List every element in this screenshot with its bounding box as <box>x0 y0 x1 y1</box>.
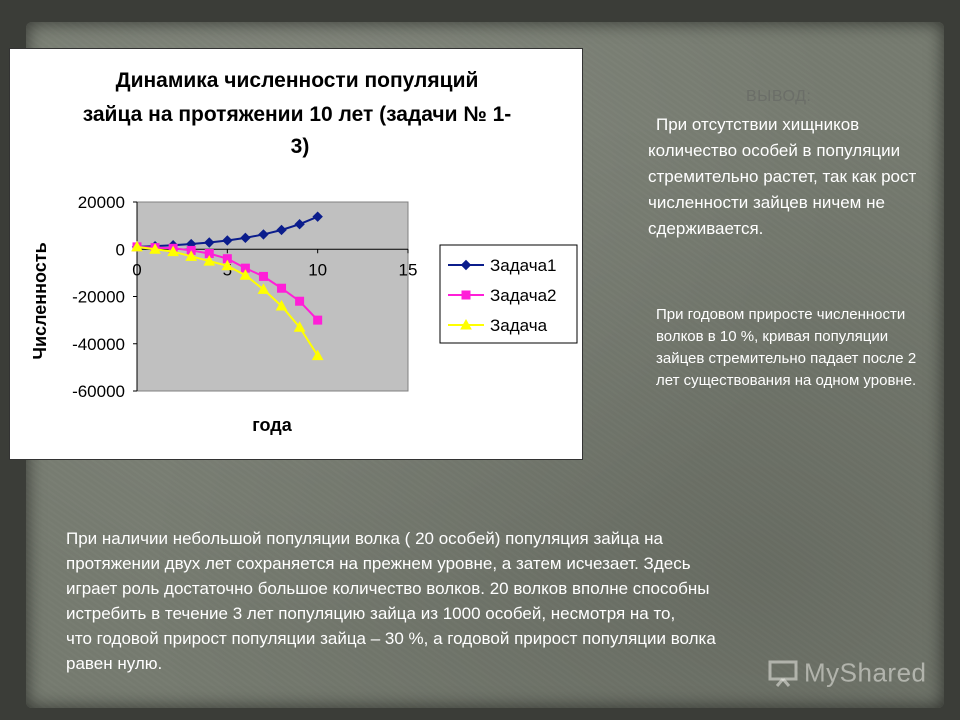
population-chart <box>10 49 582 459</box>
y-axis-title: Численность <box>30 242 50 360</box>
presentation-board-icon <box>768 659 798 687</box>
bottom-line: играет роль достаточно большое количество волков. 20 волков вполне способны <box>66 579 710 598</box>
chart-title-line: 3) <box>290 135 310 158</box>
legend-marker <box>462 291 470 299</box>
y-tick-label: -60000 <box>72 382 125 401</box>
x-tick-label: 0 <box>132 260 142 280</box>
y-tick-label: -20000 <box>72 287 125 307</box>
data-point <box>296 297 304 305</box>
legend-label: Задача <box>490 316 548 335</box>
bottom-line: При наличии небольшой популяции волка ( 20 особей) популяция зайца на <box>66 529 663 548</box>
data-point <box>314 316 322 324</box>
watermark-text: MyShared <box>804 657 927 688</box>
legend-label: Задача1 <box>490 256 557 275</box>
watermark <box>768 656 927 689</box>
conclusion-text: При отсутствии хищников количество особей в популяции стремительно растет, так как рост численности зайцев ничем не сдерживается. <box>648 115 917 238</box>
data-point <box>278 284 286 292</box>
wolves-growth-note: При годовом приросте численности волков в 10 %, кривая популяции зайцев стремительно падает после 2 лет существования на одном уровне. <box>656 306 917 389</box>
conclusion-heading: ВЫВОД: <box>746 88 812 105</box>
bottom-line: истребить в течение 3 лет популяцию зайца из 1000 особей, несмотря на то, <box>66 604 676 623</box>
bottom-line: протяжении двух лет сохраняется на прежнем уровне, а затем исчезает. Здесь <box>66 554 691 573</box>
chart-title-line: Динамика численности популяций <box>115 69 479 92</box>
bottom-line: равен нулю. <box>66 654 163 673</box>
y-tick-label: -40000 <box>72 334 125 354</box>
y-tick-label: 0 <box>115 240 125 260</box>
x-tick-label: 10 <box>308 260 328 280</box>
y-tick-label: 20000 <box>77 193 125 212</box>
bottom-line: что годовой прирост популяции зайца – 30 %, а годовой прирост популяции волка <box>66 629 716 648</box>
bottom-paragraph <box>66 526 896 676</box>
x-axis-title: года <box>252 415 292 435</box>
legend-label: Задача2 <box>490 286 557 305</box>
chart-title-line: зайца на протяжении 10 лет (задачи № 1- <box>82 103 512 126</box>
chart-container <box>9 48 583 460</box>
data-point <box>259 272 267 280</box>
x-tick-label: 15 <box>398 260 418 280</box>
